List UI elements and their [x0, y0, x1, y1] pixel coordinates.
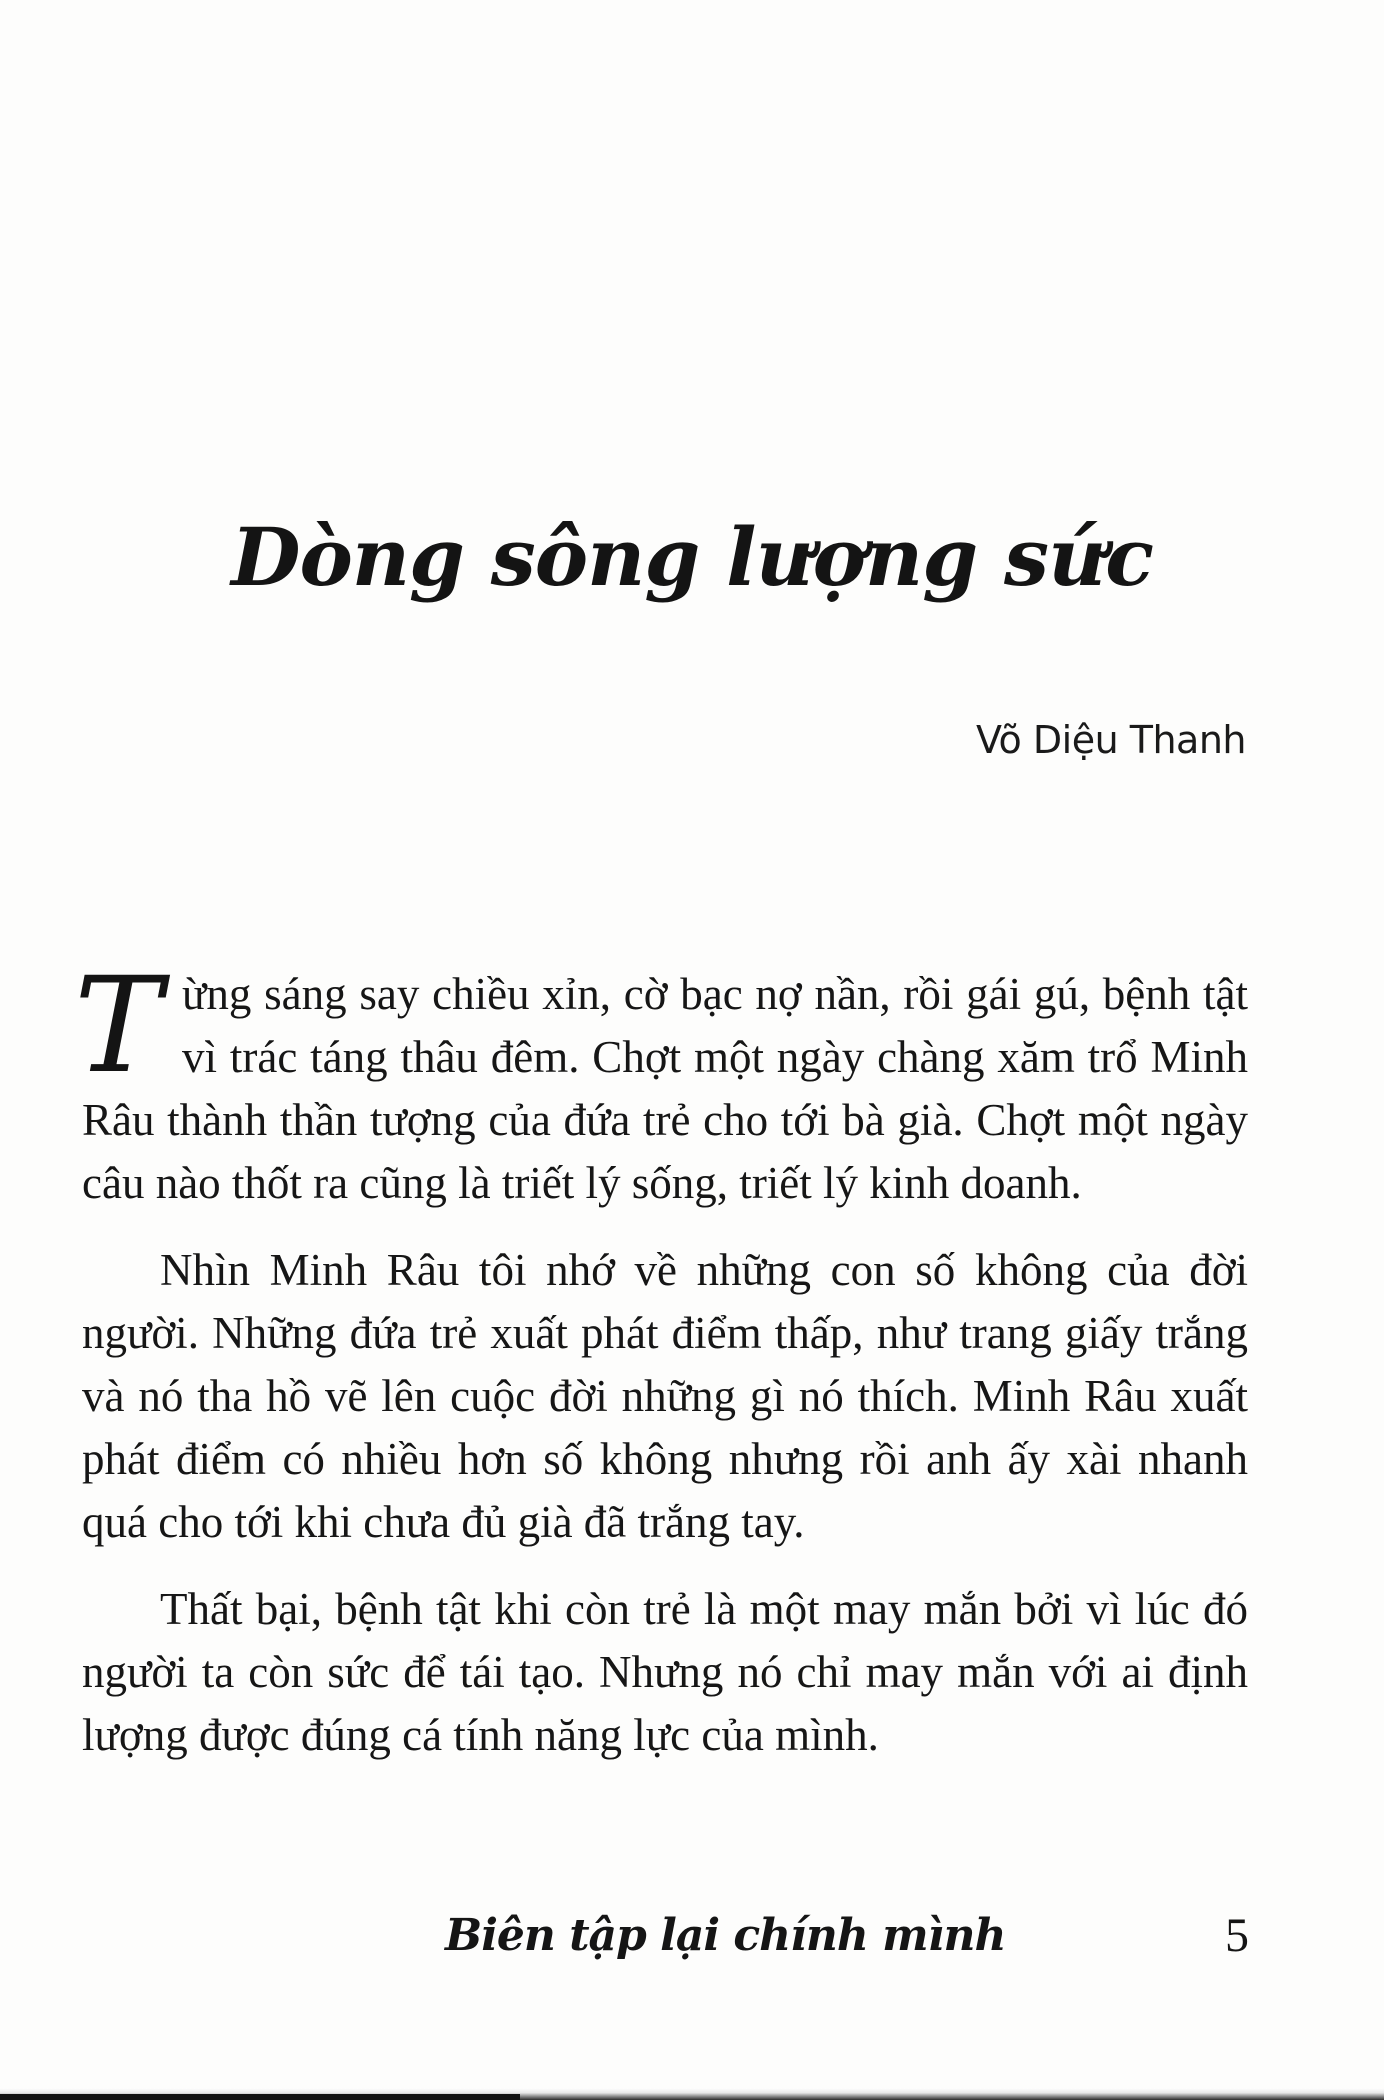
paragraph-2: Nhìn Minh Râu tôi nhớ về những con số không của đời người. Những đứa trẻ xuất phát điểm thấp, như trang giấy trắng và nó tha hồ vẽ lên cuộc đời những gì nó thích. Minh Râu xuất phát điểm có nhiều hơn số không nhưng rồi anh ấy xài nhanh quá cho tới khi chưa đủ già đã trắng tay.: [82, 1245, 1248, 1547]
running-footer-book-title: Biên tập lại chính mình: [445, 1910, 1006, 1961]
chapter-title: Dòng sông lượng sức: [231, 510, 1153, 604]
chapter-author: Võ Diệu Thanh: [976, 718, 1246, 762]
page-edge-shadow: [0, 2094, 520, 2100]
chapter-body: [74, 949, 1248, 1791]
paragraph-1-text: ừng sáng say chiều xỉn, cờ bạc nợ nần, rồi gái gú, bệnh tật vì trác táng thâu đêm. Chợt một ngày chàng xăm trổ Minh Râu thành thần tượng của đứa trẻ cho tới bà già. Chợt một ngày câu nào thốt ra cũng là triết lý sống, triết lý kinh doanh.: [82, 969, 1248, 1208]
paragraph-3: Thất bại, bệnh tật khi còn trẻ là một may mắn bởi vì lúc đó người ta còn sức để tái tạo. Nhưng nó chỉ may mắn với ai định lượng được đúng cá tính năng lực của mình.: [82, 1584, 1248, 1760]
page-number: 5: [1225, 1909, 1249, 1962]
paragraph-1: [74, 949, 1248, 1215]
drop-cap: T: [74, 949, 163, 1103]
